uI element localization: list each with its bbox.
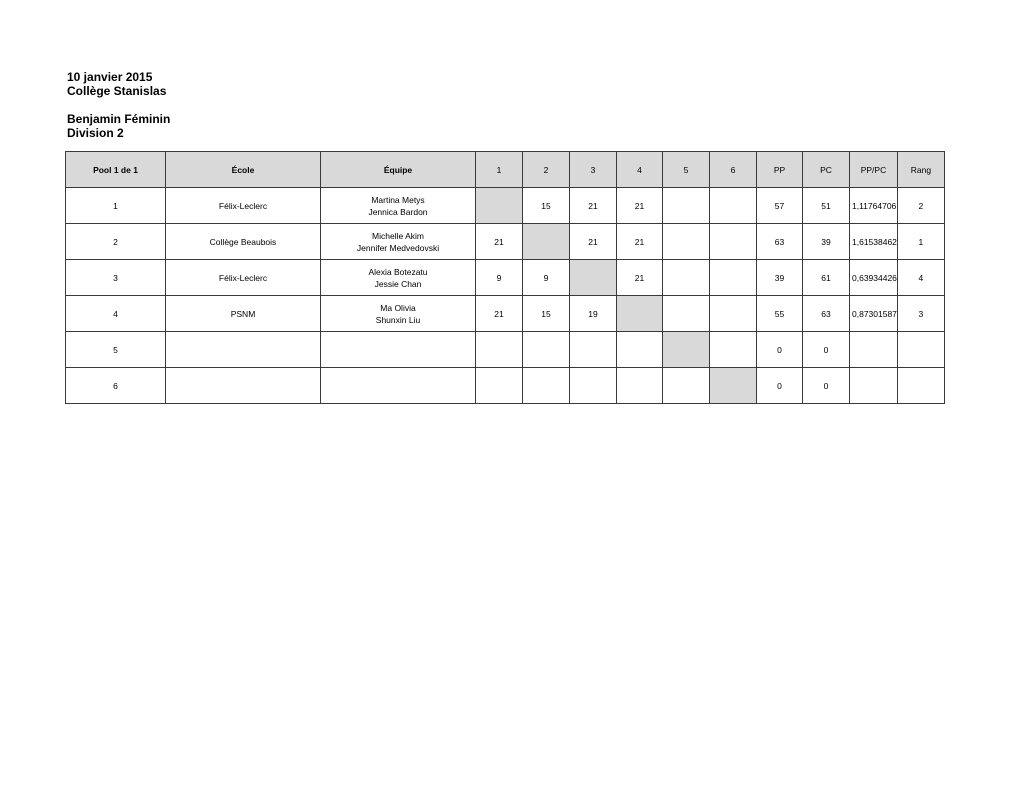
row-rang bbox=[897, 368, 944, 404]
row-ratio: 1,61538462 bbox=[850, 224, 898, 260]
row-pp: 0 bbox=[757, 332, 803, 368]
document-header bbox=[67, 70, 170, 140]
header-rang: Rang bbox=[897, 152, 944, 188]
table-row bbox=[66, 188, 945, 224]
event-venue: Collège Stanislas bbox=[67, 84, 167, 98]
score-cell bbox=[710, 188, 757, 224]
row-ratio bbox=[850, 368, 898, 404]
score-cell: 19 bbox=[570, 296, 617, 332]
player-name: Michelle Akim bbox=[372, 230, 424, 241]
score-cell: 21 bbox=[617, 188, 663, 224]
row-pp: 57 bbox=[757, 188, 803, 224]
row-pc: 0 bbox=[803, 332, 850, 368]
player-name: Ma Olivia bbox=[380, 302, 416, 313]
header-pc: PC bbox=[803, 152, 850, 188]
row-number: 5 bbox=[66, 332, 166, 368]
row-number: 3 bbox=[66, 260, 166, 296]
score-cell: 21 bbox=[570, 224, 617, 260]
row-pc: 51 bbox=[803, 188, 850, 224]
header-match-1: 1 bbox=[476, 152, 523, 188]
table-row bbox=[66, 368, 945, 404]
player-name: Jennica Bardon bbox=[368, 206, 428, 217]
row-ratio: 1,11764706 bbox=[850, 188, 898, 224]
row-ecole: Félix-Leclerc bbox=[166, 188, 321, 224]
player-name: Shunxin Liu bbox=[375, 314, 421, 325]
table-row bbox=[66, 296, 945, 332]
score-cell bbox=[476, 368, 523, 404]
row-equipe bbox=[321, 260, 476, 296]
header-match-6: 6 bbox=[710, 152, 757, 188]
score-cell bbox=[710, 296, 757, 332]
row-ecole: PSNM bbox=[166, 296, 321, 332]
row-equipe bbox=[321, 224, 476, 260]
row-number: 6 bbox=[66, 368, 166, 404]
event-division: Division 2 bbox=[67, 126, 124, 140]
row-ecole bbox=[166, 332, 321, 368]
row-equipe bbox=[321, 188, 476, 224]
score-cell: 9 bbox=[476, 260, 523, 296]
score-cell-self bbox=[710, 368, 757, 404]
score-cell bbox=[663, 260, 710, 296]
row-pc: 0 bbox=[803, 368, 850, 404]
row-number: 2 bbox=[66, 224, 166, 260]
score-cell bbox=[663, 188, 710, 224]
score-cell bbox=[663, 224, 710, 260]
row-rang: 2 bbox=[897, 188, 944, 224]
row-ecole: Félix-Leclerc bbox=[166, 260, 321, 296]
score-cell: 21 bbox=[617, 224, 663, 260]
score-cell-self bbox=[663, 332, 710, 368]
row-pc: 61 bbox=[803, 260, 850, 296]
header-match-5: 5 bbox=[663, 152, 710, 188]
header-row bbox=[66, 152, 945, 188]
score-cell bbox=[617, 332, 663, 368]
score-cell: 21 bbox=[476, 224, 523, 260]
header-pp: PP bbox=[757, 152, 803, 188]
score-cell bbox=[617, 368, 663, 404]
header-match-4: 4 bbox=[617, 152, 663, 188]
row-rang: 3 bbox=[897, 296, 944, 332]
score-cell bbox=[710, 332, 757, 368]
row-ratio bbox=[850, 332, 898, 368]
row-pc: 63 bbox=[803, 296, 850, 332]
player-name: Jennifer Medvedovski bbox=[356, 242, 440, 253]
header-pool: Pool 1 de 1 bbox=[66, 152, 166, 188]
score-cell bbox=[476, 332, 523, 368]
header-match-2: 2 bbox=[523, 152, 570, 188]
score-cell bbox=[523, 332, 570, 368]
score-cell-self bbox=[476, 188, 523, 224]
row-pp: 39 bbox=[757, 260, 803, 296]
header-match-3: 3 bbox=[570, 152, 617, 188]
event-category: Benjamin Féminin bbox=[67, 112, 171, 126]
score-cell: 15 bbox=[523, 296, 570, 332]
row-ratio: 0,63934426 bbox=[850, 260, 898, 296]
score-cell bbox=[570, 368, 617, 404]
header-equipe: Équipe bbox=[321, 152, 476, 188]
table-row bbox=[66, 332, 945, 368]
score-cell-self bbox=[570, 260, 617, 296]
score-cell bbox=[523, 368, 570, 404]
score-cell bbox=[710, 260, 757, 296]
row-rang: 1 bbox=[897, 224, 944, 260]
row-ratio: 0,87301587 bbox=[850, 296, 898, 332]
row-pp: 55 bbox=[757, 296, 803, 332]
row-rang bbox=[897, 332, 944, 368]
score-cell: 9 bbox=[523, 260, 570, 296]
player-name: Martina Metys bbox=[371, 194, 425, 205]
score-cell-self bbox=[617, 296, 663, 332]
row-number: 4 bbox=[66, 296, 166, 332]
row-equipe bbox=[321, 332, 476, 368]
score-cell bbox=[710, 224, 757, 260]
row-ecole bbox=[166, 368, 321, 404]
table-row bbox=[66, 260, 945, 296]
score-cell: 21 bbox=[570, 188, 617, 224]
player-name: Jessie Chan bbox=[374, 278, 422, 289]
row-pc: 39 bbox=[803, 224, 850, 260]
row-equipe bbox=[321, 296, 476, 332]
score-cell bbox=[663, 368, 710, 404]
score-cell: 21 bbox=[476, 296, 523, 332]
pool-table bbox=[65, 151, 945, 404]
row-pp: 63 bbox=[757, 224, 803, 260]
header-ratio: PP/PC bbox=[850, 152, 898, 188]
row-rang: 4 bbox=[897, 260, 944, 296]
row-pp: 0 bbox=[757, 368, 803, 404]
player-name: Alexia Botezatu bbox=[368, 266, 428, 277]
row-ecole: Collège Beaubois bbox=[166, 224, 321, 260]
row-equipe bbox=[321, 368, 476, 404]
score-cell bbox=[663, 296, 710, 332]
score-cell: 21 bbox=[617, 260, 663, 296]
row-number: 1 bbox=[66, 188, 166, 224]
score-cell-self bbox=[523, 224, 570, 260]
header-ecole: École bbox=[166, 152, 321, 188]
score-cell bbox=[570, 332, 617, 368]
score-cell: 15 bbox=[523, 188, 570, 224]
table-row bbox=[66, 224, 945, 260]
event-date: 10 janvier 2015 bbox=[67, 70, 153, 84]
